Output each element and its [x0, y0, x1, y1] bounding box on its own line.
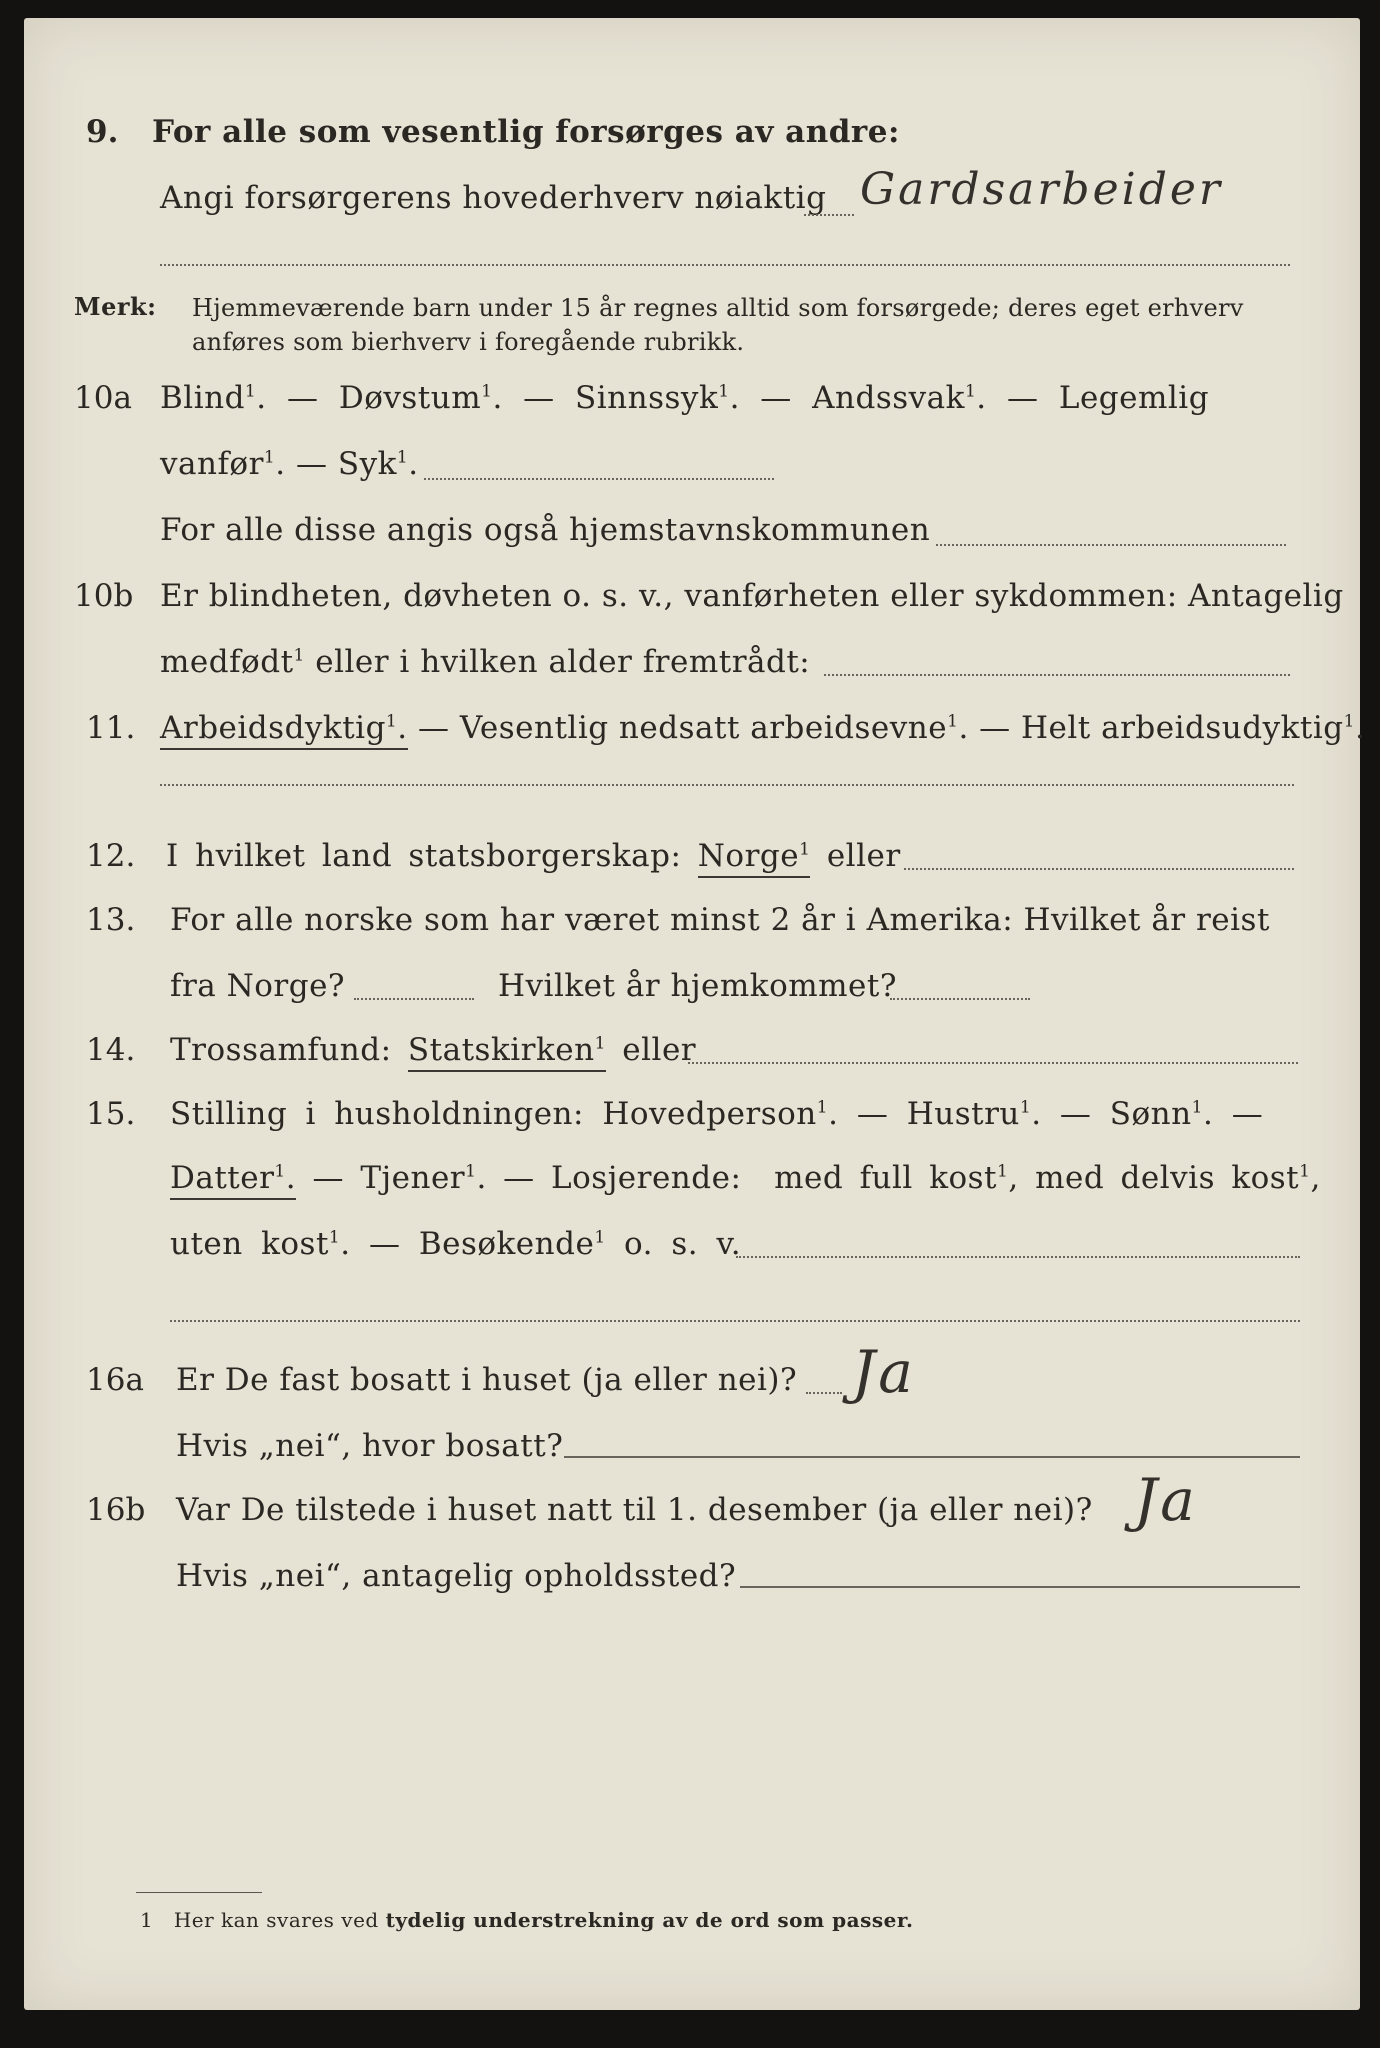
q9-extra-dots	[160, 264, 1290, 266]
q14-eller-dots	[688, 1062, 1298, 1064]
q9-line1: For alle som vesentlig forsørges av andre:	[152, 114, 900, 150]
q10a-number: 10a	[74, 380, 132, 416]
footnote-text-a: Her kan svares ved	[173, 1908, 379, 1932]
q9-answer-handwritten: Gardsarbeider	[860, 164, 1223, 215]
merk-line2: anføres som bierhverv i foregående rubrikk.	[192, 328, 745, 356]
q16a-line2: Hvis „nei“, hvor bosatt?	[176, 1428, 564, 1464]
q13-line2b: Hvilket år hjemkommet?	[498, 968, 897, 1004]
q12-selected-norge: Norge$^1$	[698, 838, 811, 878]
q11-extra-dots	[160, 784, 1294, 786]
census-form-page	[24, 18, 1366, 2010]
q12-eller-dots	[904, 868, 1294, 870]
q11-selected-arbeidsdyktig: Arbeidsdyktig$^1$.	[160, 710, 408, 750]
q12-number: 12.	[86, 838, 136, 874]
q16b-line1: Var De tilstede i huset natt til 1. desember (ja eller nei)?	[176, 1492, 1093, 1528]
q14-line: Trossamfund: Statskirken$^1$ eller	[170, 1032, 696, 1068]
q9-number: 9.	[86, 114, 119, 150]
q15-line2: Datter$^1$. — Tjener$^1$. — Losjerende: med full kost$^1$, med delvis kost$^1$,	[170, 1160, 1321, 1196]
footnote-mark: 1	[140, 1908, 154, 1932]
q11-number: 11.	[86, 710, 136, 746]
q15-osv-dots	[736, 1256, 1300, 1258]
q16b-opholdssted-line	[740, 1586, 1300, 1588]
q10b-line1: Er blindheten, døvheten o. s. v., vanførheten eller sykdommen: Antagelig	[160, 578, 1344, 614]
q16b-answer-handwritten: Ja	[1134, 1466, 1198, 1534]
q16a-bosatt-line	[564, 1456, 1300, 1458]
q13-number: 13.	[86, 902, 136, 938]
q10a-hjemstavn-dots	[936, 544, 1286, 546]
q13-hjemkommet-dots	[890, 998, 1030, 1000]
q15-line1: Stilling i husholdningen: Hovedperson$^1$. — Hustru$^1$. — Sønn$^1$. —	[170, 1096, 1264, 1132]
q15-extra-dots	[170, 1320, 1300, 1322]
q13-line2a: fra Norge?	[170, 968, 346, 1004]
q14-selected-statskirken: Statskirken$^1$	[408, 1032, 606, 1072]
q9-line2	[160, 180, 826, 216]
q9-question: Angi forsørgerens hovederhverv nøiaktig	[160, 180, 827, 216]
footnote	[140, 1908, 914, 1932]
q16a-answer-handwritten: Ja	[852, 1338, 916, 1406]
q9-answer-dots	[804, 214, 854, 216]
q15-number: 15.	[86, 1096, 136, 1132]
q16a-number: 16a	[86, 1362, 144, 1398]
q16a-line1: Er De fast bosatt i huset (ja eller nei)?	[176, 1362, 798, 1398]
merk-label: Merk:	[74, 292, 157, 321]
q10b-alder-dots	[824, 674, 1290, 676]
q14-number: 14.	[86, 1032, 136, 1068]
q10b-number: 10b	[74, 578, 134, 614]
q10a-line2: vanfør$^1$. — Syk$^1$.	[160, 446, 419, 482]
footnote-rule	[136, 1892, 262, 1893]
q16b-number: 16b	[86, 1492, 146, 1528]
q16a-answer-dots	[806, 1392, 842, 1394]
q15-line3: uten kost$^1$. — Besøkende$^1$ o. s. v.	[170, 1226, 742, 1262]
q10b-line2: medfødt$^1$ eller i hvilken alder fremtrådt:	[160, 644, 811, 680]
merk-line1: Hjemmeværende barn under 15 år regnes alltid som forsørgede; deres eget erhverv	[192, 294, 1244, 322]
q15-selected-datter: Datter$^1$.	[170, 1160, 296, 1200]
q11-line1: Arbeidsdyktig$^1$. — Vesentlig nedsatt arbeidsevne$^1$. — Helt arbeidsudyktig$^1$.	[160, 710, 1365, 746]
q16b-line2: Hvis „nei“, antagelig opholdssted?	[176, 1558, 737, 1594]
q13-line1: For alle norske som har været minst 2 år i Amerika: Hvilket år reist	[170, 902, 1270, 938]
q10a-line3: For alle disse angis også hjemstavnskommunen	[160, 512, 931, 548]
q12-line: I hvilket land statsborgerskap: Norge$^1$ eller	[166, 838, 901, 874]
footnote-text-b: tydelig understrekning av de ord som passer.	[385, 1908, 914, 1932]
q13-reist-dots	[354, 998, 474, 1000]
q10a-line1: Blind$^1$. — Døvstum$^1$. — Sinnssyk$^1$. — Andssvak$^1$. — Legemlig	[160, 380, 1210, 416]
q10a-syk-dots	[424, 478, 774, 480]
